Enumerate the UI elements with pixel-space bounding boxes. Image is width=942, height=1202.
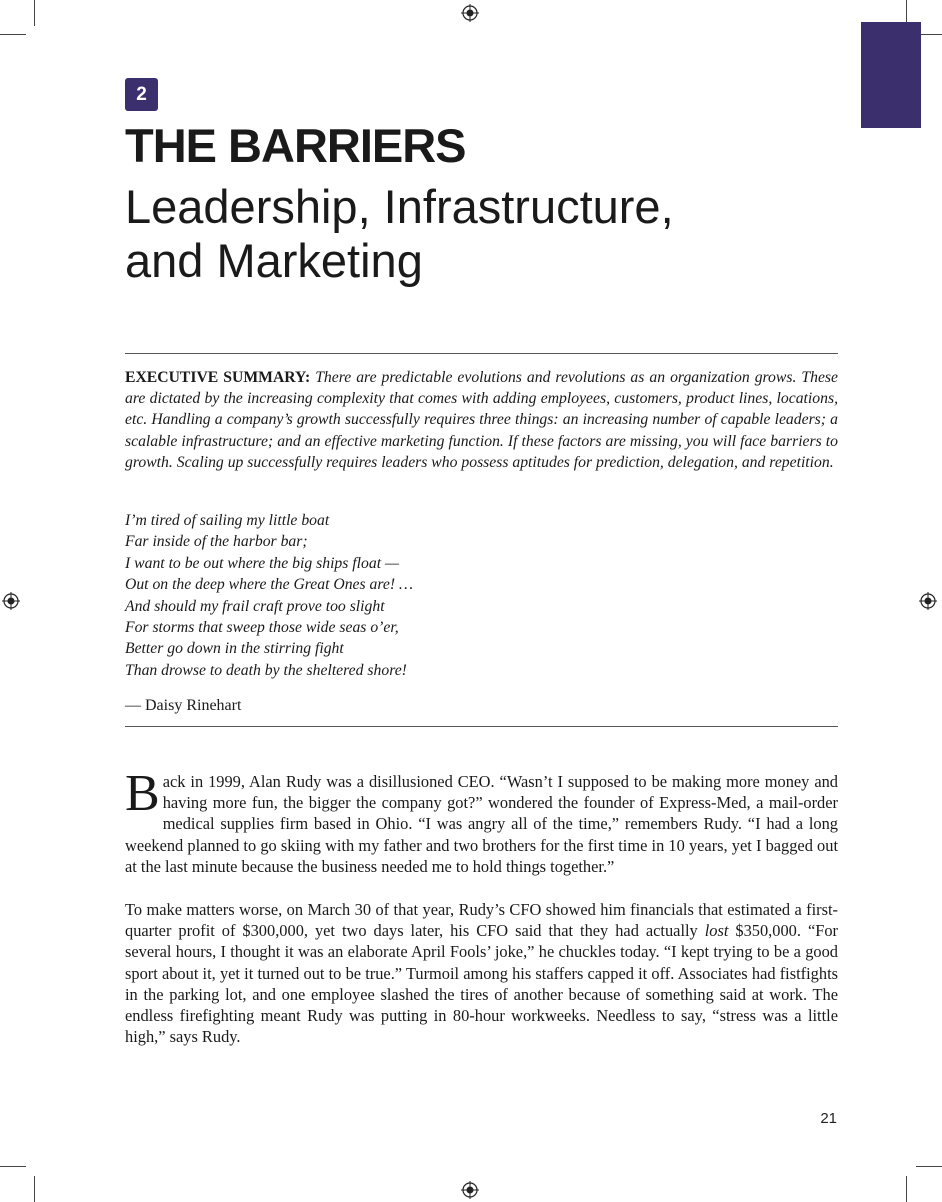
epigraph-poem xyxy=(125,510,838,681)
poem-line: For storms that sweep those wide seas o’er, xyxy=(125,619,399,637)
poem-line: Than drowse to death by the sheltered shore! xyxy=(125,661,407,679)
crop-mark xyxy=(34,0,35,26)
drop-cap: B xyxy=(125,765,160,822)
crop-mark xyxy=(0,1166,26,1167)
crop-mark xyxy=(34,1176,35,1202)
poem-line: I’m tired of sailing my little boat xyxy=(125,512,330,529)
poem-line: I want to be out where the big ships float — xyxy=(125,554,399,572)
emphasis-text: lost xyxy=(704,921,729,941)
poem-line: Better go down in the stirring fight xyxy=(125,640,344,658)
paragraph-text: ack in 1999, Alan Rudy was a disillusioned CEO. “Wasn’t I supposed to be making more money and having more fun, the bigger the company got?” wondered the founder of Express-Med, a mail-order medical supplies firm based in Ohio. “I was angry all of the time,” remembers Rudy. “I had a long weekend planned to go skiing with my father and two brothers for the first time in 10 years, yet I bagged out at the last minute because the business needed me to hold things together.” xyxy=(125,772,838,876)
poem-line: Far inside of the harbor bar; xyxy=(125,533,308,551)
poem-line: Out on the deep where the Great Ones are! … xyxy=(125,576,413,594)
body-paragraph xyxy=(125,899,838,1047)
body-paragraph xyxy=(125,765,838,877)
registration-mark-icon xyxy=(461,1181,479,1199)
divider-bottom xyxy=(125,726,838,727)
registration-mark-icon xyxy=(2,592,20,610)
chapter-number-badge: 2 xyxy=(125,78,158,111)
poem-attribution: — Daisy Rinehart xyxy=(125,697,242,714)
chapter-tab-block xyxy=(861,22,921,128)
crop-mark xyxy=(906,1176,907,1202)
chapter-subtitle-line: and Marketing xyxy=(125,234,423,287)
executive-summary-text: There are predictable evolutions and revolutions as an organization grows. These are dictated by the increasing complexity that comes with adding employees, customers, product lines, locations, etc. Handling a company’s growth successfully requires three things: an increasing number of capable leaders; a scalable infrastructure; and an effective marketing function. If these factors are missing, you will face barriers to growth. Scaling up successfully requires leaders who possess aptitudes for prediction, delegation, and repetition. xyxy=(125,369,838,471)
chapter-subtitle-line: Leadership, Infrastructure, xyxy=(125,180,674,233)
registration-mark-icon xyxy=(919,592,937,610)
crop-mark xyxy=(0,34,26,35)
executive-summary-lead: EXECUTIVE SUMMARY: xyxy=(125,369,311,386)
poem-line: And should my frail craft prove too slight xyxy=(125,597,385,615)
chapter-subtitle xyxy=(125,180,674,288)
divider-top xyxy=(125,353,838,354)
page-number: 21 xyxy=(820,1110,837,1127)
paragraph-text: To make matters worse, on March 30 of that year, Rudy’s CFO showed him financials that estimated a first-quarter profit of $300,000, yet two days later, his CFO said that they had actually xyxy=(125,900,838,941)
paragraph-text: $350,000. “For several hours, I thought it was an elaborate April Fools’ joke,” he chuckles today. “I kept trying to be a good sport about it, yet it turned out to be true.” Turmoil among his staffers capped it off. Associates had fistfights in the parking lot, and one employee slashed the tires of another because of something said at work. The endless firefighting meant Rudy was putting in 80-hour workweeks. Needless to say, “stress was a little high,” says Rudy. xyxy=(125,921,838,1047)
registration-mark-icon xyxy=(461,4,479,22)
executive-summary xyxy=(125,367,838,473)
crop-mark xyxy=(916,1166,942,1167)
chapter-title: THE BARRIERS xyxy=(125,119,466,172)
